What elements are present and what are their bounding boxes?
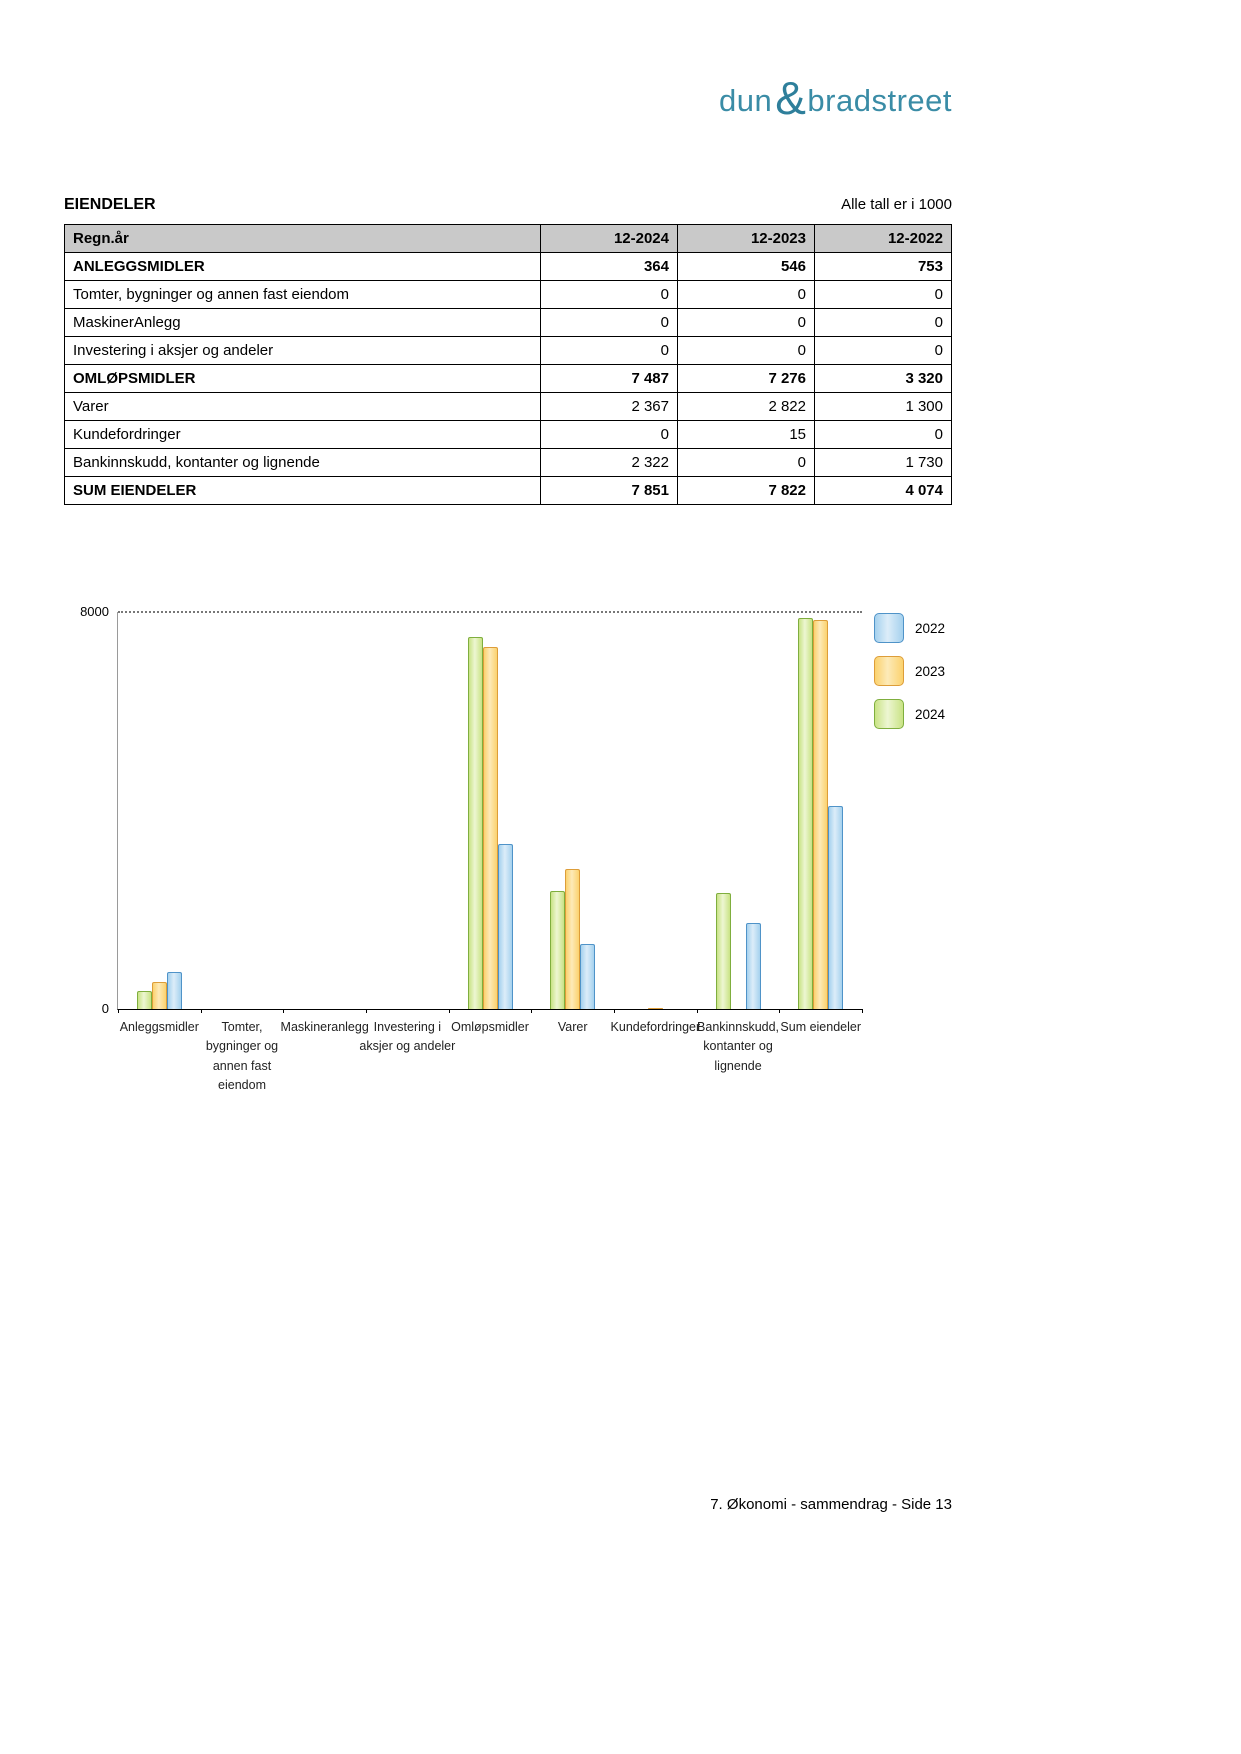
axis-tick [201, 1009, 202, 1013]
column-header: Regn.år [65, 225, 541, 253]
bar-cluster [385, 1008, 430, 1009]
row-value: 0 [678, 309, 815, 337]
bar-cluster [633, 1008, 678, 1009]
bar-2023 [565, 869, 580, 1009]
bar-2024 [798, 618, 813, 1009]
bar-group [697, 612, 780, 1073]
row-value: 546 [678, 253, 815, 281]
bar-cluster [137, 972, 182, 1009]
row-value: 3 320 [815, 365, 952, 393]
table-row [65, 281, 952, 309]
row-value: 0 [678, 337, 815, 365]
category-label: Anleggsmidler [119, 1020, 199, 1034]
chart-legend [874, 613, 945, 729]
legend-label: 2024 [915, 706, 946, 722]
y-axis-zero-label: 0 [101, 1001, 109, 1016]
assets-table-body [65, 253, 952, 505]
category-label: Bankinnskudd, kontanter og lignende [697, 1020, 780, 1073]
bar-group [280, 612, 369, 1034]
row-value: 0 [815, 281, 952, 309]
row-value: 2 822 [678, 393, 815, 421]
row-label: Bankinnskudd, kontanter og lignende [65, 449, 541, 477]
row-value: 4 074 [815, 477, 952, 505]
row-value: 7 487 [541, 365, 678, 393]
table-row [65, 365, 952, 393]
bar-cluster [798, 618, 843, 1009]
row-value: 0 [815, 421, 952, 449]
row-label: OMLØPSMIDLER [65, 365, 541, 393]
table-row [65, 477, 952, 505]
row-label: Kundefordringer [65, 421, 541, 449]
row-value: 2 367 [541, 393, 678, 421]
row-value: 0 [541, 309, 678, 337]
bar-2023 [152, 982, 167, 1009]
category-label: Maskineranlegg [280, 1020, 369, 1034]
axis-tick [449, 1009, 450, 1013]
table-row [65, 421, 952, 449]
section-title: EIENDELER [64, 196, 156, 213]
bar-group [531, 612, 614, 1034]
axis-tick [531, 1009, 532, 1013]
table-row [65, 449, 952, 477]
row-value: 2 322 [541, 449, 678, 477]
table-row [65, 393, 952, 421]
row-value: 1 300 [815, 393, 952, 421]
row-label: Varer [65, 393, 541, 421]
row-label: MaskinerAnlegg [65, 309, 541, 337]
legend-item [874, 656, 945, 686]
axis-tick [614, 1009, 615, 1013]
table-row [65, 309, 952, 337]
row-value: 0 [815, 309, 952, 337]
bar-2023 [813, 620, 828, 1009]
row-value: 7 276 [678, 365, 815, 393]
table-row [65, 253, 952, 281]
legend-item [874, 613, 945, 643]
bar-cluster [468, 637, 513, 1009]
chart-plot-area [80, 604, 862, 1093]
row-value: 753 [815, 253, 952, 281]
row-value: 7 822 [678, 477, 815, 505]
legend-item [874, 699, 945, 729]
title-row [64, 196, 952, 214]
logo-text-dun: dun [719, 83, 773, 118]
bar-2023 [648, 1008, 663, 1009]
category-label: Kundefordringer [610, 1020, 701, 1034]
bar-2022 [828, 806, 843, 1009]
legend-swatch-2024 [874, 699, 904, 729]
logo-text-bradstreet: bradstreet [807, 83, 952, 118]
bar-2024 [550, 891, 565, 1009]
bar-group [359, 612, 456, 1054]
row-value: 0 [678, 281, 815, 309]
category-label: Investering i aksjer og andeler [359, 1020, 456, 1054]
bar-group [118, 612, 201, 1034]
row-value: 0 [541, 337, 678, 365]
bar-2024 [468, 637, 483, 1009]
bar-2022 [167, 972, 182, 1009]
axis-tick [118, 1009, 119, 1013]
bar-2022 [746, 923, 761, 1009]
bar-cluster [302, 1008, 347, 1009]
page-footer: 7. Økonomi - sammendrag - Side 13 [710, 1496, 952, 1513]
column-header: 12-2024 [541, 225, 678, 253]
assets-chart [80, 604, 946, 1093]
bar-2022 [498, 844, 513, 1009]
row-value: 0 [815, 337, 952, 365]
bar-2024 [137, 991, 152, 1009]
row-value: 7 851 [541, 477, 678, 505]
units-note: Alle tall er i 1000 [841, 196, 952, 213]
axis-tick [779, 1009, 780, 1013]
bar-group [201, 612, 284, 1093]
axis-tick [862, 1009, 863, 1013]
row-value: 364 [541, 253, 678, 281]
category-label: Varer [557, 1020, 588, 1034]
column-header: 12-2023 [678, 225, 815, 253]
row-value: 0 [541, 281, 678, 309]
bar-group [610, 612, 701, 1034]
bar-cluster [220, 1008, 265, 1009]
legend-swatch-2022 [874, 613, 904, 643]
bar-group [449, 612, 532, 1034]
bar-2024 [716, 893, 731, 1009]
row-label: ANLEGGSMIDLER [65, 253, 541, 281]
row-value: 0 [678, 449, 815, 477]
column-header: 12-2022 [815, 225, 952, 253]
bar-2023 [483, 647, 498, 1009]
category-label: Omløpsmidler [451, 1020, 529, 1034]
bar-cluster [716, 893, 761, 1009]
row-value: 15 [678, 421, 815, 449]
row-label: SUM EIENDELER [65, 477, 541, 505]
row-value: 1 730 [815, 449, 952, 477]
y-axis-max-label: 8000 [80, 604, 109, 619]
legend-label: 2022 [915, 620, 946, 636]
row-label: Investering i aksjer og andeler [65, 337, 541, 365]
row-label: Tomter, bygninger og annen fast eiendom [65, 281, 541, 309]
dun-bradstreet-logo [719, 68, 952, 122]
category-label: Tomter, bygninger og annen fast eiendom [205, 1020, 279, 1093]
category-label: Sum eiendeler [780, 1020, 862, 1034]
bar-2022 [580, 944, 595, 1009]
legend-label: 2023 [915, 663, 946, 679]
table-row [65, 337, 952, 365]
axis-tick [283, 1009, 284, 1013]
axis-tick [697, 1009, 698, 1013]
row-value: 0 [541, 421, 678, 449]
axis-tick [366, 1009, 367, 1013]
bar-group [779, 612, 862, 1034]
legend-swatch-2023 [874, 656, 904, 686]
chart-groups [118, 612, 862, 1093]
ampersand-icon: & [775, 72, 807, 124]
bar-cluster [550, 869, 595, 1009]
assets-table [64, 224, 952, 505]
table-header-row [65, 225, 952, 253]
